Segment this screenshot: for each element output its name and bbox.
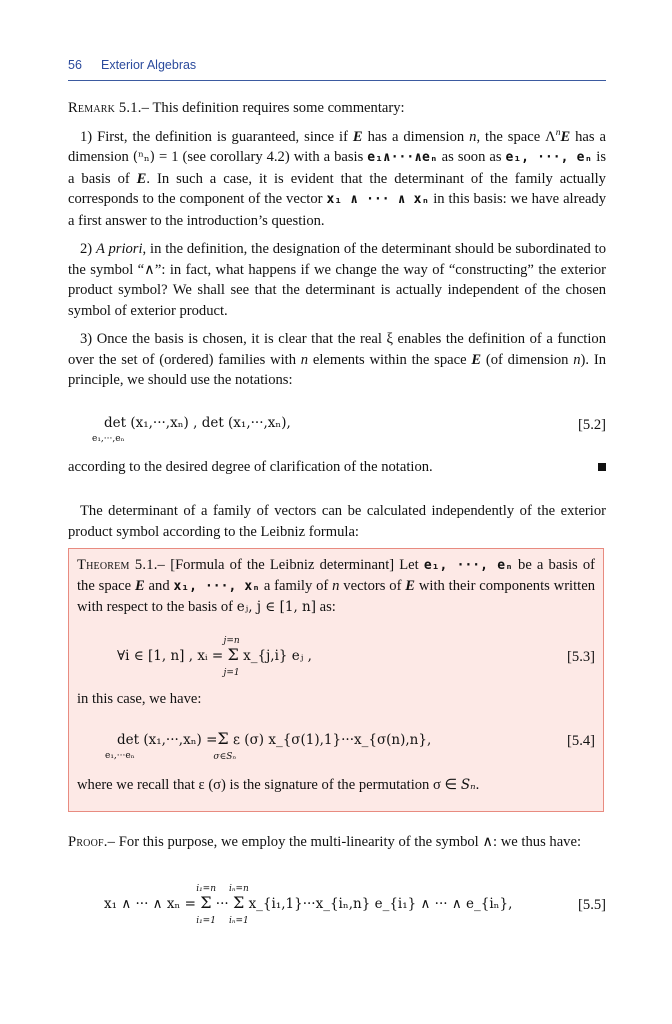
proof-text: Proof.– For this purpose, we employ the multi-linearity of the symbol ∧: we thus have:: [68, 834, 582, 850]
leibniz-intro: The determinant of a family of vectors can be calculated independently of the exterior product symbol according to the Leibniz formula:: [68, 503, 606, 540]
chapter-title: Exterior Algebras: [101, 58, 197, 72]
eq52-subscript: e₁,···,eₙ: [92, 433, 125, 444]
eq55-right: x_{i₁,1}···x_{iₙ,n} e_{i₁} ∧ ··· ∧ e_{iₙ},: [244, 895, 513, 912]
remark-heading: Remark 5.1.– This definition requires some commentary:: [68, 100, 405, 116]
theorem-closing: where we recall that ε (σ) is the signature of the permutation σ ∈ Sₙ.: [77, 777, 480, 793]
eq54-left: det (x₁,···,xₙ) =: [117, 732, 218, 748]
qed-square-icon: [598, 463, 606, 471]
eq52-expression: det (x₁,···,xₙ) , det (x₁,···,xₙ),: [104, 414, 291, 431]
running-header: [68, 56, 606, 81]
eq54-subscript: e₁,···eₙ: [105, 751, 135, 761]
eq54-right: ε (σ) x_{σ(1),1}···x_{σ(n),n},: [228, 732, 432, 748]
page-number: 56: [68, 58, 82, 72]
sum-symbol-icon: Σ j=n j=1: [223, 636, 240, 678]
theorem-mid-text: in this case, we have:: [77, 691, 202, 707]
equation-5-3: [77, 627, 595, 683]
equation-5-4: [77, 717, 595, 769]
theorem-box: [68, 548, 604, 812]
sum-symbol-icon: Σ σ∈Sₙ: [213, 729, 237, 762]
equation-label-5-2: [5.2]: [578, 416, 606, 433]
main-text: [68, 98, 606, 542]
sum-symbol-icon: Σ i₁=n i₁=1: [196, 883, 217, 926]
remark-point-1: 1) First, the definition is guaranteed, since if E has a dimension n, the space $\Lambda^nE$ has a dimension (ⁿₙ) = 1 (see corollary 4.2) with a basis e₁∧···∧eₙ as soon as e₁, ···, eₙ is a basis of E. In such a case, it is evident that the determinant of the family actually corresponds to the component of the vector x₁ ∧ ··· ∧ xₙ in this basis: we have already a first answer to the introduction’s question.: [68, 127, 607, 229]
remark-point-3: 3) Once the basis is chosen, it is clear that the real ξ enables the definition of a function over the set of (ordered) families with n elements within the space E (of dimension n). In principle, we should use the notations:: [68, 331, 606, 388]
equation-label-5-4: [5.4]: [567, 733, 595, 749]
equation-label-5-5: [5.5]: [578, 896, 606, 913]
equation-5-2: [68, 403, 606, 451]
remark-closing: according to the desired degree of clarification of the notation.: [68, 457, 606, 478]
remark-point-2: 2) A priori, in the definition, the designation of the determinant should be subordinated to the symbol “∧”: in fact, what happens if we change the way of “constructing” the exterior product symbol? We shall see that the determinant is actually independent of the chosen symbol of exterior product.: [68, 241, 606, 319]
proof-section: [68, 832, 606, 939]
eq55-left: x₁ ∧ ··· ∧ xₙ =: [104, 895, 201, 912]
equation-label-5-3: [5.3]: [567, 649, 595, 665]
eq53-right: x_{j,i} eⱼ ,: [238, 648, 312, 664]
eq53-left: ∀i ∈ [1, n] , xᵢ =: [117, 648, 228, 664]
equation-5-5: x₁ ∧ ··· ∧ xₙ = Σ i₁=n i₁=1 ··· Σ iₙ=n iₙ=1 x_{i₁,1}···x_{iₙ,n} e_{i₁} ∧ ··· ∧ e_{iₙ}, [5.5]: [104, 883, 606, 926]
sum-symbol-icon: Σ iₙ=n iₙ=1: [228, 883, 249, 926]
theorem-statement: Theorem 5.1.– [Formula of the Leibniz determinant] Let e₁, ···, eₙ be a basis of the space E and x₁, ···, xₙ a family of n vectors of E with their components written with respect to the basis of eⱼ, j ∈ [1, n] as:: [77, 557, 596, 615]
